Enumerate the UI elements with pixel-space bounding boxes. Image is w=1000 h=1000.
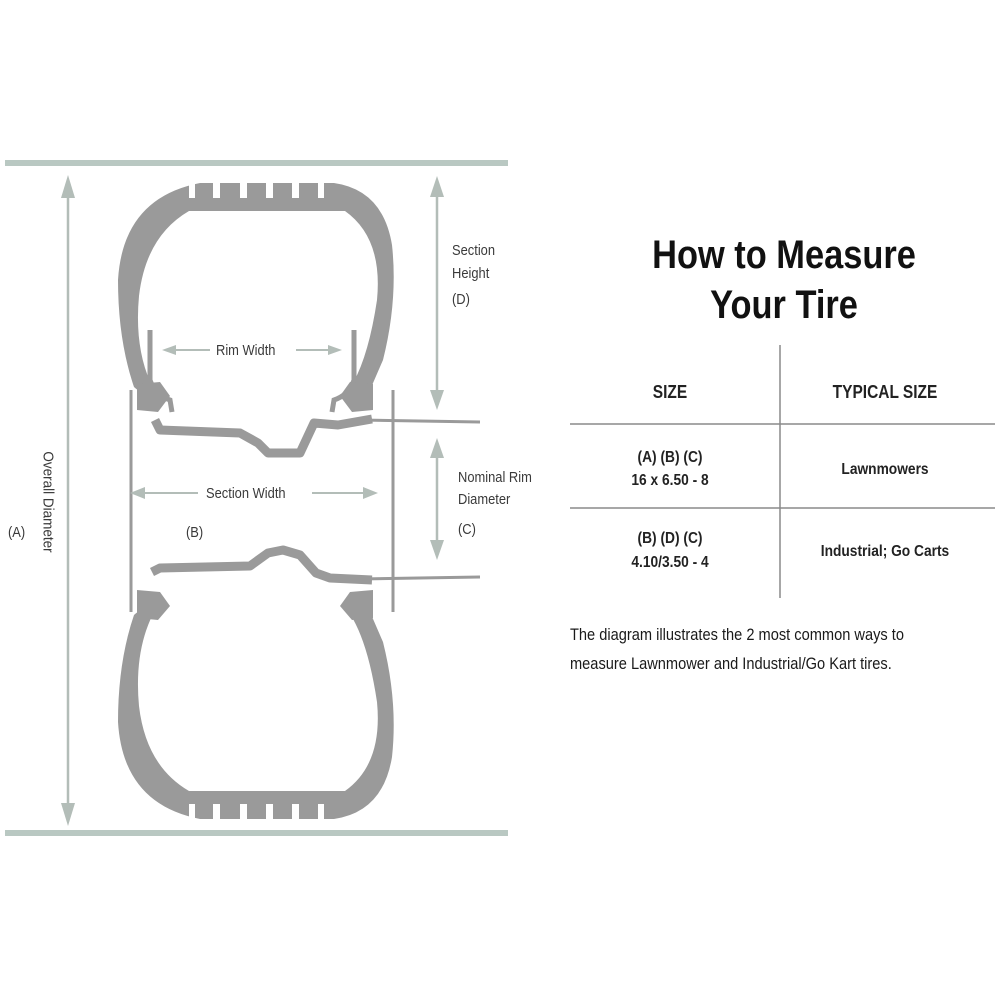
table-header-typical-size: TYPICAL SIZE: [832, 382, 938, 402]
nominal-rim-diameter-arrow: [430, 438, 444, 560]
upper-tire-section: [118, 178, 480, 453]
table-row-2-size-letters: (B) (D) (C): [637, 530, 703, 547]
table-row-2-typical: Industrial; Go Carts: [820, 543, 950, 560]
title-line-1: How to Measure: [652, 233, 916, 277]
section-width-label: Section Width: [206, 485, 286, 502]
overall-diameter-arrow: [61, 175, 75, 826]
table-row-1-typical: Lawnmowers: [841, 461, 929, 478]
table-header-size: SIZE: [652, 382, 688, 402]
table-row-1-size-letters: (A) (B) (C): [637, 449, 703, 466]
overall-diameter-label: Overall Diameter: [39, 451, 57, 553]
overall-diameter-letter: (A): [8, 524, 26, 541]
section-height-letter: (D): [452, 291, 470, 308]
section-height-label-line2: Height: [452, 265, 490, 282]
nominal-rim-label-line2: Diameter: [458, 491, 511, 508]
description-paragraph: [570, 620, 948, 678]
section-height-arrow: [430, 176, 444, 410]
table-row-2-size-value: 4.10/3.50 - 4: [631, 554, 709, 571]
description-line-1: The diagram illustrates the 2 most common ways to: [570, 625, 904, 644]
nominal-rim-letter: (C): [458, 521, 476, 538]
nominal-rim-label-line1: Nominal Rim: [458, 469, 532, 486]
section-width-letter: (B): [186, 524, 204, 541]
page-title: [607, 230, 961, 330]
description-line-2: measure Lawnmower and Industrial/Go Kart tires.: [570, 654, 892, 673]
title-line-2: Your Tire: [710, 283, 858, 327]
lower-tire-section: [118, 550, 480, 824]
rim-width-label: Rim Width: [216, 342, 276, 359]
section-height-label-line1: Section: [452, 242, 496, 259]
table-row-1-size-value: 16 x 6.50 - 8: [631, 472, 709, 489]
